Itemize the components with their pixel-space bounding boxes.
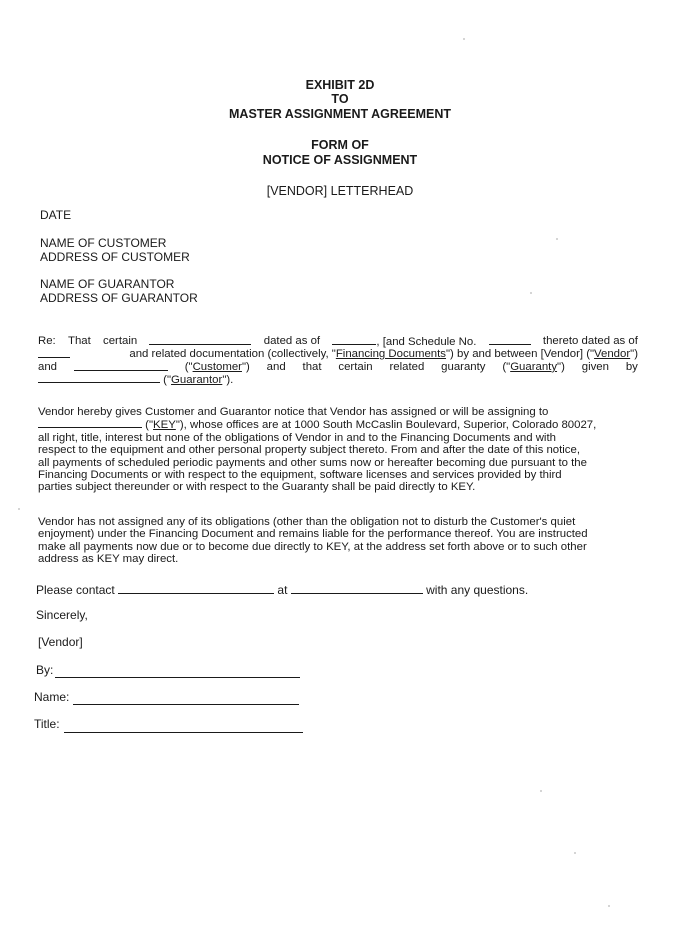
- re-line-3: and ("Customer") and that certain related guaranty ("Guaranty") given by: [38, 360, 638, 373]
- date-field: DATE: [40, 208, 72, 222]
- by-label: By:: [36, 663, 54, 677]
- vendor-term: Vendor: [594, 348, 631, 361]
- agreement-title: MASTER ASSIGNMENT AGREEMENT: [229, 107, 451, 121]
- exhibit-title: EXHIBIT 2D: [305, 78, 375, 92]
- guarantor-blank: [38, 373, 160, 383]
- by-signature-line: [55, 676, 300, 678]
- customer-term: Customer: [192, 360, 242, 373]
- customer-address: ADDRESS OF CUSTOMER: [40, 250, 190, 264]
- key-term: KEY: [153, 419, 176, 432]
- notice-title: NOTICE OF ASSIGNMENT: [262, 153, 418, 167]
- name-label: Name:: [34, 690, 70, 704]
- name-signature-line: [73, 703, 299, 705]
- exhibit-to: TO: [331, 92, 349, 106]
- re-line-4: ("Guarantor").: [38, 373, 638, 386]
- guarantor-term: Guarantor: [171, 374, 223, 387]
- schedule-blank: [489, 335, 531, 345]
- guarantor-name: NAME OF GUARANTOR: [40, 277, 175, 291]
- scan-speck: [530, 292, 532, 294]
- scan-speck: [463, 38, 465, 40]
- guaranty-term: Guaranty: [510, 360, 558, 373]
- form-of-title: FORM OF: [311, 138, 369, 152]
- obligations-paragraph: Vendor has not assigned any of its obligations (other than the obligation not to disturb the Customer's quiet enjoyment) under the Financing Document and remains liable for the performance thereof. You are instructed make all payments now due or to become due directly to KEY, at the address set forth above or to such other address as KEY may direct.: [38, 516, 588, 566]
- vendor-signatory: [Vendor]: [38, 635, 83, 649]
- key-blank: [38, 418, 142, 428]
- title-label: Title:: [34, 717, 60, 731]
- date-blank: [332, 335, 376, 345]
- scan-speck: [574, 852, 576, 854]
- re-paragraph: [38, 335, 638, 387]
- customer-blank: [74, 361, 168, 371]
- contact-line: Please contact at with any questions.: [36, 583, 529, 597]
- customer-name: NAME OF CUSTOMER: [40, 236, 167, 250]
- contact-name-blank: [118, 584, 274, 594]
- title-signature-line: [64, 731, 303, 733]
- schedule-date-blank: [38, 348, 70, 358]
- guarantor-address: ADDRESS OF GUARANTOR: [40, 291, 198, 305]
- scan-speck: [18, 508, 20, 510]
- re-line-1: Re: That certain dated as of , [and Schedule No. thereto dated as of: [38, 335, 638, 348]
- contact-phone-blank: [291, 584, 423, 594]
- letterhead-placeholder: [VENDOR] LETTERHEAD: [266, 184, 414, 198]
- financing-documents-term: Financing Documents: [335, 348, 447, 361]
- scan-speck: [540, 790, 542, 792]
- re-label: Re:: [38, 335, 56, 347]
- sincerely-closing: Sincerely,: [36, 608, 88, 622]
- instrument-blank: [149, 335, 251, 345]
- assignment-notice-paragraph: Vendor hereby gives Customer and Guarantor notice that Vendor has assigned or will be assigning to ("KEY"), whose offices are at 1000 South McCaslin Boulevard, Superior, Colorado 80027, all right, title, interest but none of the obligations of Vendor in and to the Financing Documents and with respect to the equipment and other personal property subject thereto. From and after the date of this notice, all payments of scheduled periodic payments and other sums now or hereafter becoming due pursuant to the Financing Documents or with respect to the equipment, software licenses and services provided by third parties subject thereunder or with respect to the Guaranty shall be paid directly to KEY.: [38, 406, 597, 494]
- re-line-2: and related documentation (collectively, "Financing Documents") by and between [Vendor] ("Vendor"): [38, 348, 638, 360]
- scan-speck: [608, 905, 610, 907]
- scan-speck: [556, 238, 558, 240]
